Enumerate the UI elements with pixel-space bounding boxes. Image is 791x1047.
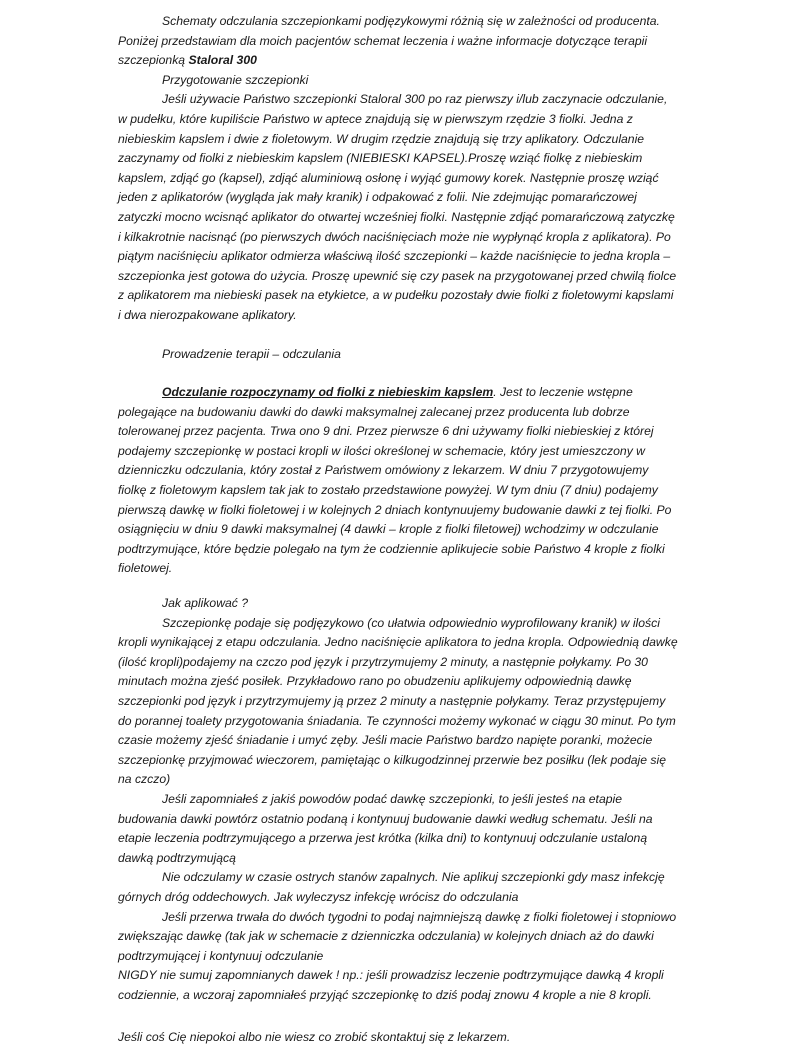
- document-page: [118, 12, 678, 1047]
- missed-dose-paragraph: Jeśli zapomniałeś z jakiś powodów podać dawkę szczepionki, to jeśli jesteś na etapie budowania dawki powtórz ostatnio podaną i kontynuuj budowanie dawki według schematu. Jeśli na etapie leczenia podtrzymującego a przerwa jest krótka (kilka dni) to kontynuuj odczulanie ustaloną dawką podtrzymującą: [118, 790, 678, 868]
- prep-heading: Przygotowanie szczepionki: [118, 71, 678, 91]
- closing-paragraph: Jeśli coś Cię niepokoi albo nie wiesz co zrobić skontaktuj się z lekarzem.: [118, 1028, 678, 1047]
- therapy-heading: Prowadzenie terapii – odczulania: [118, 345, 678, 365]
- never-sum-paragraph: NIGDY nie sumuj zapomnianych dawek ! np.: jeśli prowadzisz leczenie podtrzymujące dawką 4 kropli codziennie, a wczoraj zapomniałeś przyjąć szczepionkę to dziś podaj znowu 4 krople a nie 8 kropli.: [118, 966, 678, 1005]
- intro-text: Schematy odczulania szczepionkami podjęzykowymi różnią się w zależności od producenta. Poniżej przedstawiam dla moich pacjentów schemat leczenia i ważne informacje dotyczące terapii szczepionką: [118, 14, 660, 67]
- intro-paragraph: [118, 12, 678, 71]
- apply-paragraph: Szczepionkę podaje się podjęzykowo (co ułatwia odpowiednio wyprofilowany kranik) w ilości kropli wynikającej z etapu odczulania. Jedno naciśnięcie aplikatora to jedna kropla. Odpowiednią dawkę (ilość kropli)podajemy na czczo pod język i przytrzymujemy 2 minuty, a następnie połykamy. Po 30 minutach można zjeść posiłek. Przykładowo rano po obudzeniu aplikujemy odpowiednią dawkę szczepionki pod język i przytrzymujemy ją przez 2 minuty a następnie połykamy. Teraz przystępujemy do porannej toalety przygotowania śniadania. Te czynności możemy wykonać w ciągu 30 minut. Po tym czasie możemy zjeść śniadanie i umyć zęby. Jeśli macie Państwo bardzo napięte poranki, możecie szczepionkę przyjmować wieczorem, pamiętając o kilkugodzinnej przerwie bez posiłku (lek podaje się na czczo): [118, 614, 678, 790]
- break-paragraph: Jeśli przerwa trwała do dwóch tygodni to podaj najmniejszą dawkę z fiolki fioletowej i stopniowo zwiększając dawkę (tak jak w schemacie z dzienniczka odczulania) w kolejnych dniach aż do dawki podtrzymującej i kontynuuj odczulanie: [118, 908, 678, 967]
- prep-paragraph: Jeśli używacie Państwo szczepionki Staloral 300 po raz pierwszy i/lub zaczynacie odczulanie, w pudełku, które kupiliście Państwo w aptece znajdują się w pierwszym rzędzie 3 fiolki. Jedna z niebieskim kapslem i dwie z fioletowym. W drugim rzędzie znajdują się trzy aplikatory. Odczulanie zaczynamy od fiolki z niebieskim kapslem (NIEBIESKI KAPSEL).Proszę wziąć fiolkę z niebieskim kapslem, zdjąć go (kapsel), zdjąć aluminiową osłonę i wyjąć gumowy korek. Następnie proszę wziąć jeden z aplikatorów (wygląda jak mały kranik) i odpakować z folii. Nie zdejmując pomarańczowej zatyczki mocno wcisnąć aplikator do otwartej wcześniej fiolki. Następnie zdjąć pomarańczową zatyczkę i kilkakrotnie nacisnąć (po pierwszych dwóch naciśnięciach może nie wypłynąć kropla z aplikatora). Po piątym naciśnięciu aplikator odmierza właściwą ilość szczepionki – każde naciśnięcie to jedna kropla – szczepionka jest gotowa do użycia. Proszę upewnić się czy pasek na przygotowanej przed chwilą fiolce z aplikatorem ma niebieski pasek na etykietce, a w pudełku pozostały dwie fiolki z fioletowymi kapslami i dwa nierozpakowane aplikatory.: [118, 90, 678, 325]
- apply-heading: Jak aplikować ?: [118, 594, 678, 614]
- product-name: Staloral 300: [188, 53, 256, 67]
- infection-paragraph: Nie odczulamy w czasie ostrych stanów zapalnych. Nie aplikuj szczepionki gdy masz infekcję górnych dróg oddechowych. Jak wyleczysz infekcję wrócisz do odczulania: [118, 868, 678, 907]
- therapy-lead: Odczulanie rozpoczynamy od fiolki z niebieskim kapslem: [162, 385, 493, 399]
- therapy-text: . Jest to leczenie wstępne polegające na budowaniu dawki do dawki maksymalnej zalecanej przez producenta lub dobrze tolerowanej przez pacjenta. Trwa ono 9 dni. Przez pierwsze 6 dni używamy fiolki niebieskiej z której podajemy szczepionkę w postaci kropli w ilości określonej w schemacie, który jest umieszczony w dzienniczku odczulania, który został z Państwem omówiony z lekarzem. W dniu 7 przygotowujemy fiolkę z fioletowym kapslem tak jak to zostało przedstawione powyżej. W tym dniu (7 dniu) podajemy pierwszą dawkę w fiolki fioletowej i w kolejnych 2 dniach kontynuujemy budowanie dawki z tej fiolki. Po osiągnięciu w dniu 9 dawki maksymalnej (4 dawki – krople z fiolki filetowej) wchodzimy w odczulanie podtrzymujące, które będzie polegało na tym że codziennie aplikujecie sobie Państwo 4 krople z fiolki fioletowej.: [118, 385, 671, 575]
- therapy-paragraph: [118, 383, 678, 579]
